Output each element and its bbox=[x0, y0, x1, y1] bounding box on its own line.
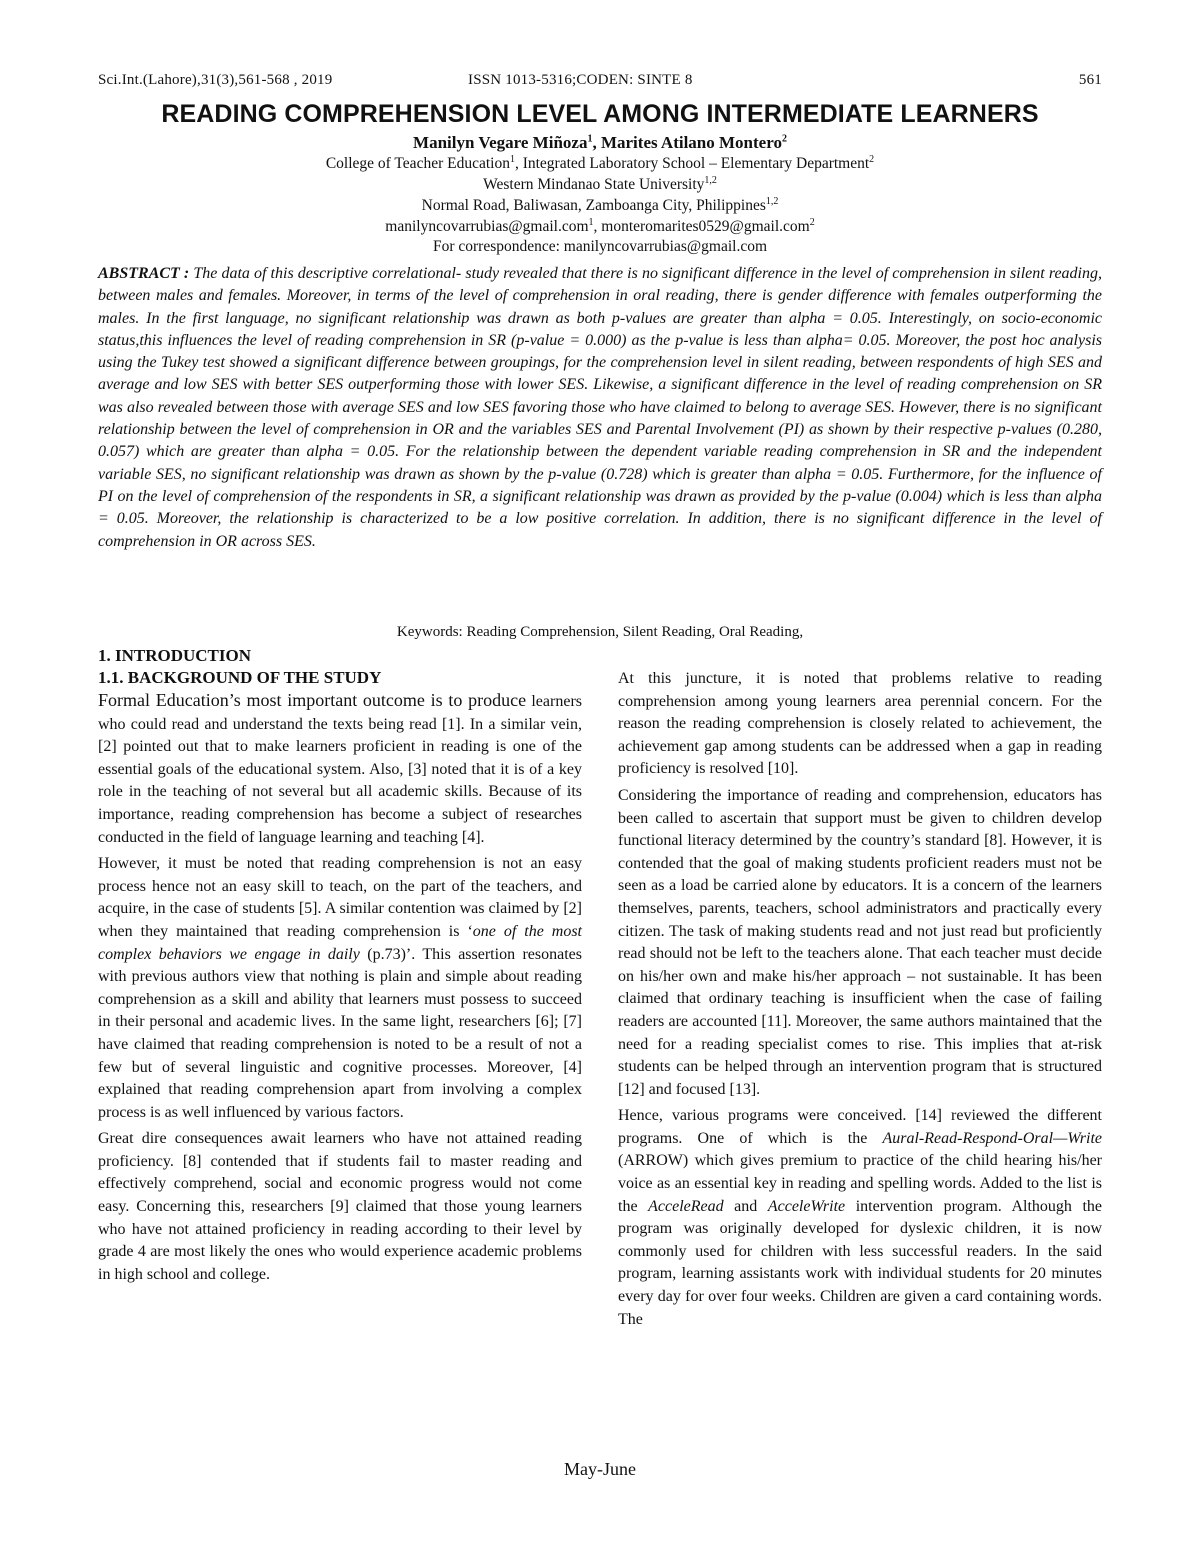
affil-mark: 1 bbox=[588, 216, 594, 228]
paragraph-text: Hence, various programs were conceived. [14] reviewed the different programs. One of which is the bbox=[618, 1107, 1102, 1147]
section-heading: 1. INTRODUCTION bbox=[98, 646, 252, 665]
author-separator: , bbox=[592, 133, 601, 152]
abstract-text: The data of this descriptive correlational- study revealed that there is no significant difference in the level of comprehension in silent reading, between males and females. Moreover, in terms of the level of comprehension in oral reading, there is gender difference with females outperforming the males. In the first language, no significant relationship was drawn as both p-values are greater than alpha = 0.05. Interestingly, on socio-economic status,this influences the level of reading comprehension in SR (p-value = 0.000) as the p-value is less than alpha= 0.05. Moreover, the post hoc analysis using the Tukey test showed a significant difference between groupings, for the comprehension level in silent reading, between respondents of high SES and average and low SES with better SES outperforming those with lower SES. Likewise, a significant difference in the level of reading comprehension on SR was also revealed between those with average SES and low SES favoring those who have claimed to belong to average SES. However, there is no significant relationship between the level of comprehension in OR and the variables SES and Parental Involvement (PI) as shown by their respective p-values (0.280, 0.057) which are greater than alpha = 0.05. For the relationship between the dependent variable reading comprehension in SR and the independent variable SES, no significant relationship was drawn as shown by the p-value (0.728) which is greater than alpha = 0.05. Furthermore, for the influence of PI on the level of comprehension of the respondents in SR, a significant relationship was drawn as provided by the p-value (0.004) which is less than alpha = 0.05. Moreover, the relationship is characterized to be a low positive correlation. In addition, there is no significant difference in the level of comprehension in OR across SES. bbox=[98, 265, 1102, 550]
journal-citation: Sci.Int.(Lahore),31(3),561-568 , 2019 bbox=[98, 72, 333, 88]
author-emails bbox=[0, 218, 1200, 236]
quoted-text: one of the most complex behaviors we engage in daily bbox=[98, 922, 582, 963]
author-list bbox=[0, 133, 1200, 153]
abstract bbox=[98, 263, 1102, 553]
issn-coden: ISSN 1013-5316;CODEN: SINTE 8 bbox=[468, 72, 693, 88]
author-name: Marites Atilano Montero bbox=[600, 133, 782, 152]
program-name: AcceleRead bbox=[648, 1197, 724, 1215]
paragraph-text: learners who could read and understand the texts being read [1]. In a similar vein, [2] pointed out that to make learners proficient in reading is one of the essential goals of the educational system. Also, [3] noted that it is of a key role in the teaching of not several but all academic skills. Because of its importance, reading comprehension has become a subject of researches conducted in the field of language learning and teaching [4]. bbox=[98, 693, 582, 846]
keywords-text: Reading Comprehension, Silent Reading, Oral Reading, bbox=[462, 624, 804, 640]
body-paragraph: Considering the importance of reading and comprehension, educators has been called to ascertain that support must be given to children develop functional literacy determined by the country’s standard [8]. However, it is contended that the goal of making students proficient readers must not be seen as a load be carried alone by educators. It is a concern of the learners themselves, parents, teachers, school administrators and practically every citizen. The task of making students read and not just read but proficiently read should not be left to the teachers alone. That each teacher must decide on his/her own and make his/her approach – not sustainable. It has been claimed that ordinary teaching is insufficient when the case of failing readers are accounted [11]. Moreover, the same authors maintained that the need for a reading specialist comes to rise. This implies that at-risk students can be helped through an intervention program that is structured [12] and focused [13]. bbox=[618, 786, 1102, 1098]
paragraph-text: and bbox=[723, 1197, 768, 1215]
affil-mark: 1,2 bbox=[704, 174, 717, 186]
right-column bbox=[618, 668, 1102, 1335]
program-name: Aural-Read-Respond-Oral—Write bbox=[882, 1129, 1102, 1147]
affiliation-text: Normal Road, Baliwasan, Zamboanga City, Philippines bbox=[421, 197, 766, 214]
affil-mark: 1,2 bbox=[765, 195, 779, 207]
paragraph-text: (ARROW) which gives premium to practice of the child hearing his/her voice as an essential key in reading and spelling words. Added to the list is the bbox=[618, 1152, 1102, 1215]
subsection-heading: 1.1. BACKGROUND OF THE STUDY bbox=[98, 668, 382, 687]
affil-mark: 2 bbox=[869, 153, 875, 165]
paragraph-text: However, it must be noted that reading comprehension is not an easy process hence not an easy skill to teach, on the part of the teachers, and acquire, in the case of students [5]. A similar contention was claimed by [2] when they maintained that reading comprehension is ‘ bbox=[98, 855, 582, 940]
affiliation-address bbox=[0, 197, 1200, 215]
keywords-label: Keywords: bbox=[396, 624, 463, 640]
issue-footer: May-June bbox=[564, 1459, 636, 1479]
running-head bbox=[98, 72, 1102, 94]
paper-title: READING COMPREHENSION LEVEL AMONG INTERMEDIATE LEARNERS bbox=[161, 100, 1039, 128]
body-paragraph: Great dire consequences await learners who have not attained reading proficiency. [8] contended that if students fail to master reading and effectively comprehend, social and economic progress would not come easy. Concerning this, researchers [9] claimed that those young learners who have not attained proficiency in reading according to their level by grade 4 are most likely the ones who would experience academic problems in high school and college. bbox=[98, 1130, 582, 1283]
author-affil-mark: 1 bbox=[587, 133, 593, 145]
affiliation-text: College of Teacher Education bbox=[325, 155, 510, 172]
paragraph-text: intervention program. Although the program was originally developed for dyslexic children, it is now commonly used for children with less successful readers. In the said program, learning assistants work with individual students for 20 minutes every day for over four weeks. Children are given a card containing words. The bbox=[618, 1197, 1103, 1328]
body-paragraph bbox=[618, 1105, 1102, 1331]
keywords bbox=[0, 624, 1200, 641]
affil-mark: 1 bbox=[509, 153, 515, 165]
paragraph-lead: Formal Education’s most important outcome is to produce bbox=[98, 690, 527, 710]
author-affil-mark: 2 bbox=[781, 133, 787, 145]
email-text: manilyncovarrubias@gmail.com bbox=[385, 218, 589, 235]
body-paragraph: At this juncture, it is noted that problems relative to reading comprehension among young learners area perennial concern. For the reason the reading comprehension is closely related to achievement, the achievement gap among students can be addressed when a gap in reading proficiency is resolved [10]. bbox=[618, 670, 1102, 778]
paragraph-text: (p.73)’. This assertion resonates with previous authors view that nothing is plain and simple about reading comprehension as a skill and ability that learners must possess to succeed in their personal and academic lives. In the same light, researchers [6]; [7] have claimed that reading comprehension is noted to be a result of not a few but of several linguistic and cognitive processes. Moreover, [4] explained that reading comprehension apart from involving a complex process is as well influenced by various factors. bbox=[98, 945, 583, 1121]
abstract-label: ABSTRACT : bbox=[98, 265, 190, 282]
affiliation-text: , Integrated Laboratory School – Elementary Department bbox=[514, 155, 870, 172]
affil-mark: 2 bbox=[809, 216, 815, 228]
body-paragraph bbox=[98, 853, 582, 1124]
correspondence-line: For correspondence: manilyncovarrubias@gmail.com bbox=[432, 238, 768, 255]
body-paragraph bbox=[98, 689, 582, 849]
page-number: 561 bbox=[1078, 72, 1102, 88]
affiliation-university bbox=[0, 176, 1200, 194]
affiliation-text: Western Mindanao State University bbox=[483, 176, 705, 193]
program-name: AcceleWrite bbox=[767, 1197, 846, 1215]
email-text: , monteromarites0529@gmail.com bbox=[593, 218, 810, 235]
left-column bbox=[98, 645, 582, 1290]
affiliation-college bbox=[0, 155, 1200, 173]
author-name: Manilyn Vegare Miñoza bbox=[413, 133, 588, 152]
